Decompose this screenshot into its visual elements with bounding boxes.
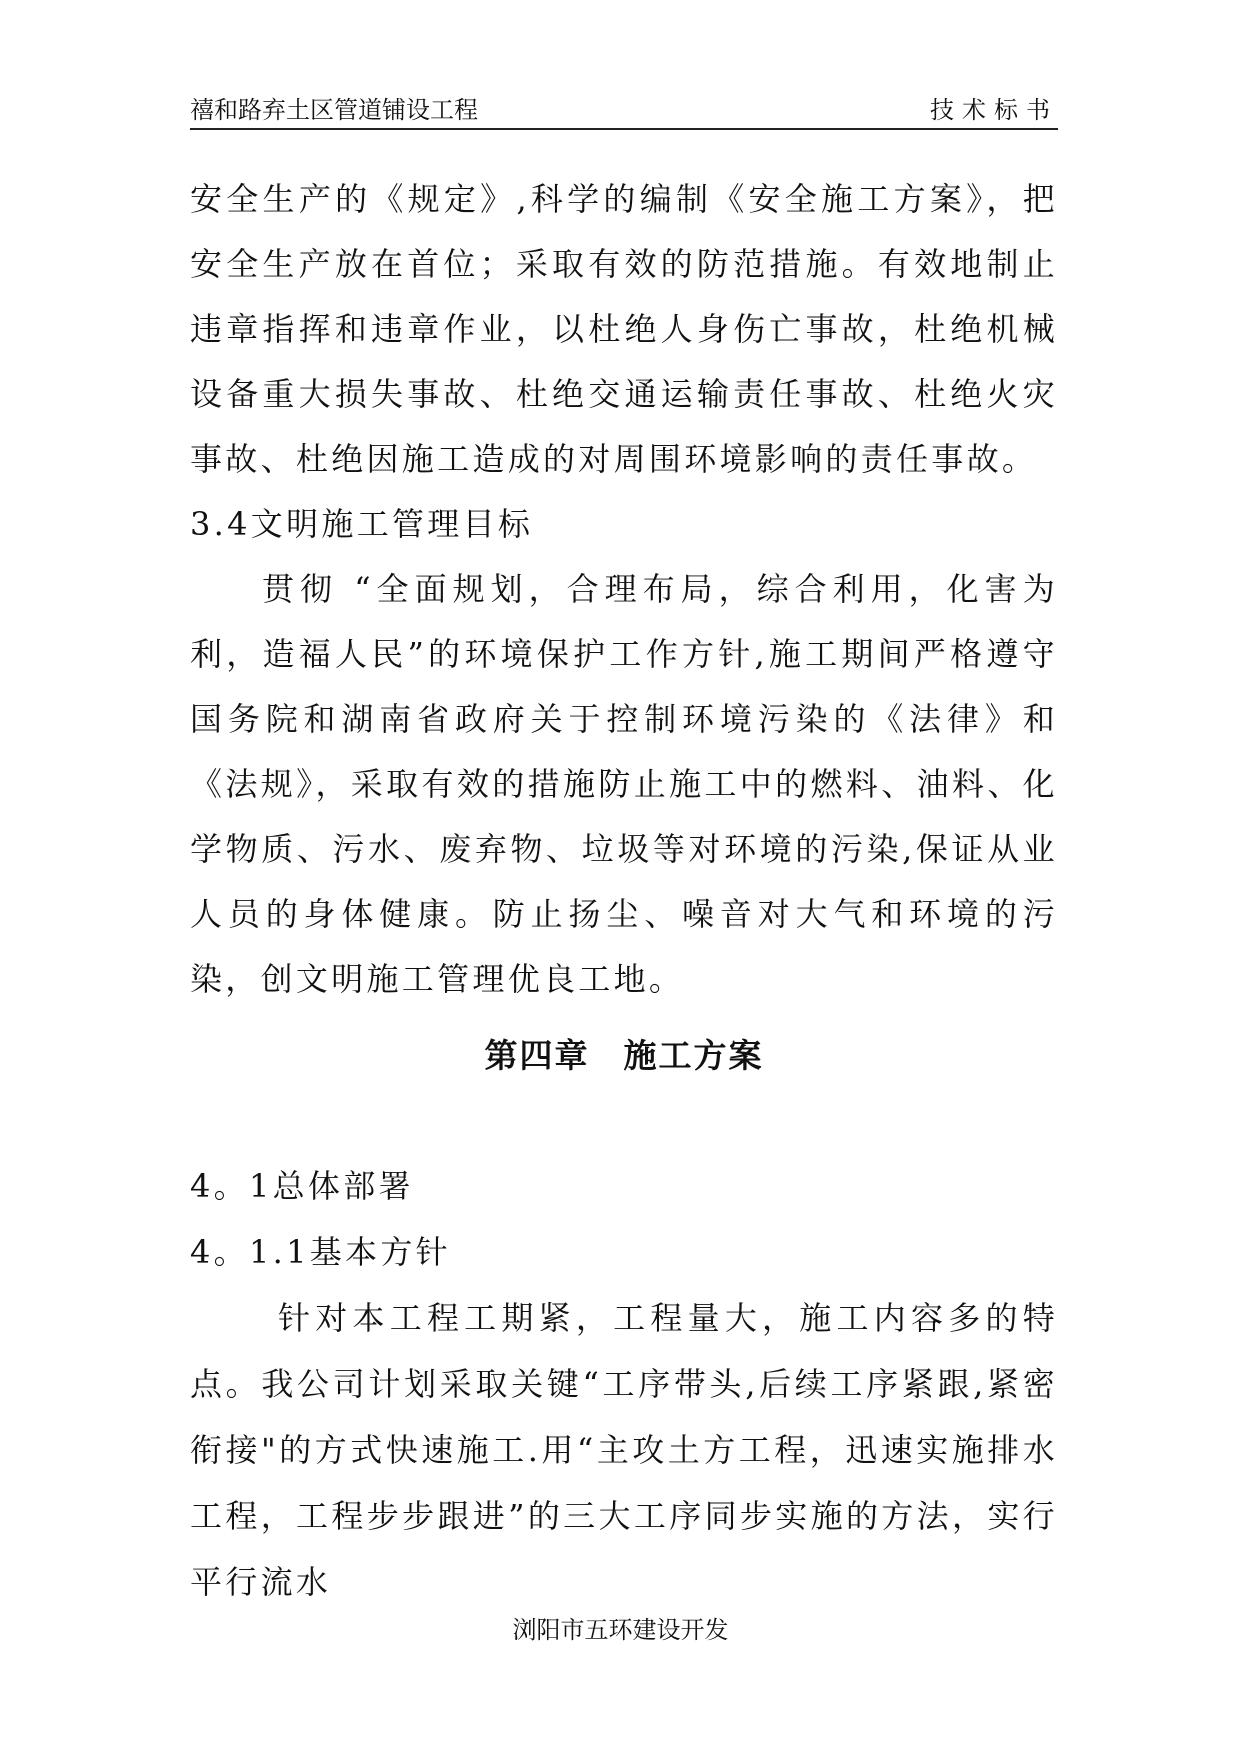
paragraph-civilized-construction: 贯彻 “全面规划，合理布局，综合利用，化害为利，造福人民”的环境保护工作方针,施工期间严格遵守国务院和湖南省政府关于控制环境污染的《法律》和《法规》，采取有效的措施防止施工中的燃料、油料、化学物质、污水、废弃物、垃圾等对环境的污染,保证从业人员的身体健康。防止扬尘、噪音对大气和环境的污染，创文明施工管理优良工地。: [190, 570, 1058, 998]
section-heading-4-1-1: 4。1.1基本方针: [190, 1233, 451, 1271]
chapter-number: 第四章: [484, 1036, 590, 1075]
chapter-heading: [190, 1030, 1058, 1077]
body-text-top: [190, 167, 1058, 1012]
section-heading-4-1: 4。1总体部署: [190, 1167, 414, 1205]
section-heading-3-4: 3.4文明施工管理目标: [190, 505, 534, 543]
chapter-title: 施工方案: [623, 1036, 764, 1075]
body-text-bottom: [190, 1153, 1058, 1615]
header-document-type: 技术标书: [930, 96, 1058, 124]
paragraph-basic-policy: 针对本工程工期紧，工程量大，施工内容多的特点。我公司计划采取关键“工序带头,后续工序紧跟,紧密衔接"的方式快速施工.用“主攻土方工程，迅速实施排水工程，工程步步跟进”的三大工序同步实施的方法，实行平行流水: [190, 1299, 1058, 1601]
page-header: [190, 88, 1058, 130]
header-project-title: 禧和路弃土区管道铺设工程: [190, 96, 478, 124]
page-footer: 浏阳市五环建设开发: [512, 1616, 729, 1644]
paragraph-safety-production: 安全生产的《规定》,科学的编制《安全施工方案》，把安全生产放在首位；采取有效的防范措施。有效地制止违章指挥和违章作业，以杜绝人身伤亡事故，杜绝机械设备重大损失事故、杜绝交通运输责任事故、杜绝火灾事故、杜绝因施工造成的对周围环境影响的责任事故。: [190, 180, 1058, 478]
